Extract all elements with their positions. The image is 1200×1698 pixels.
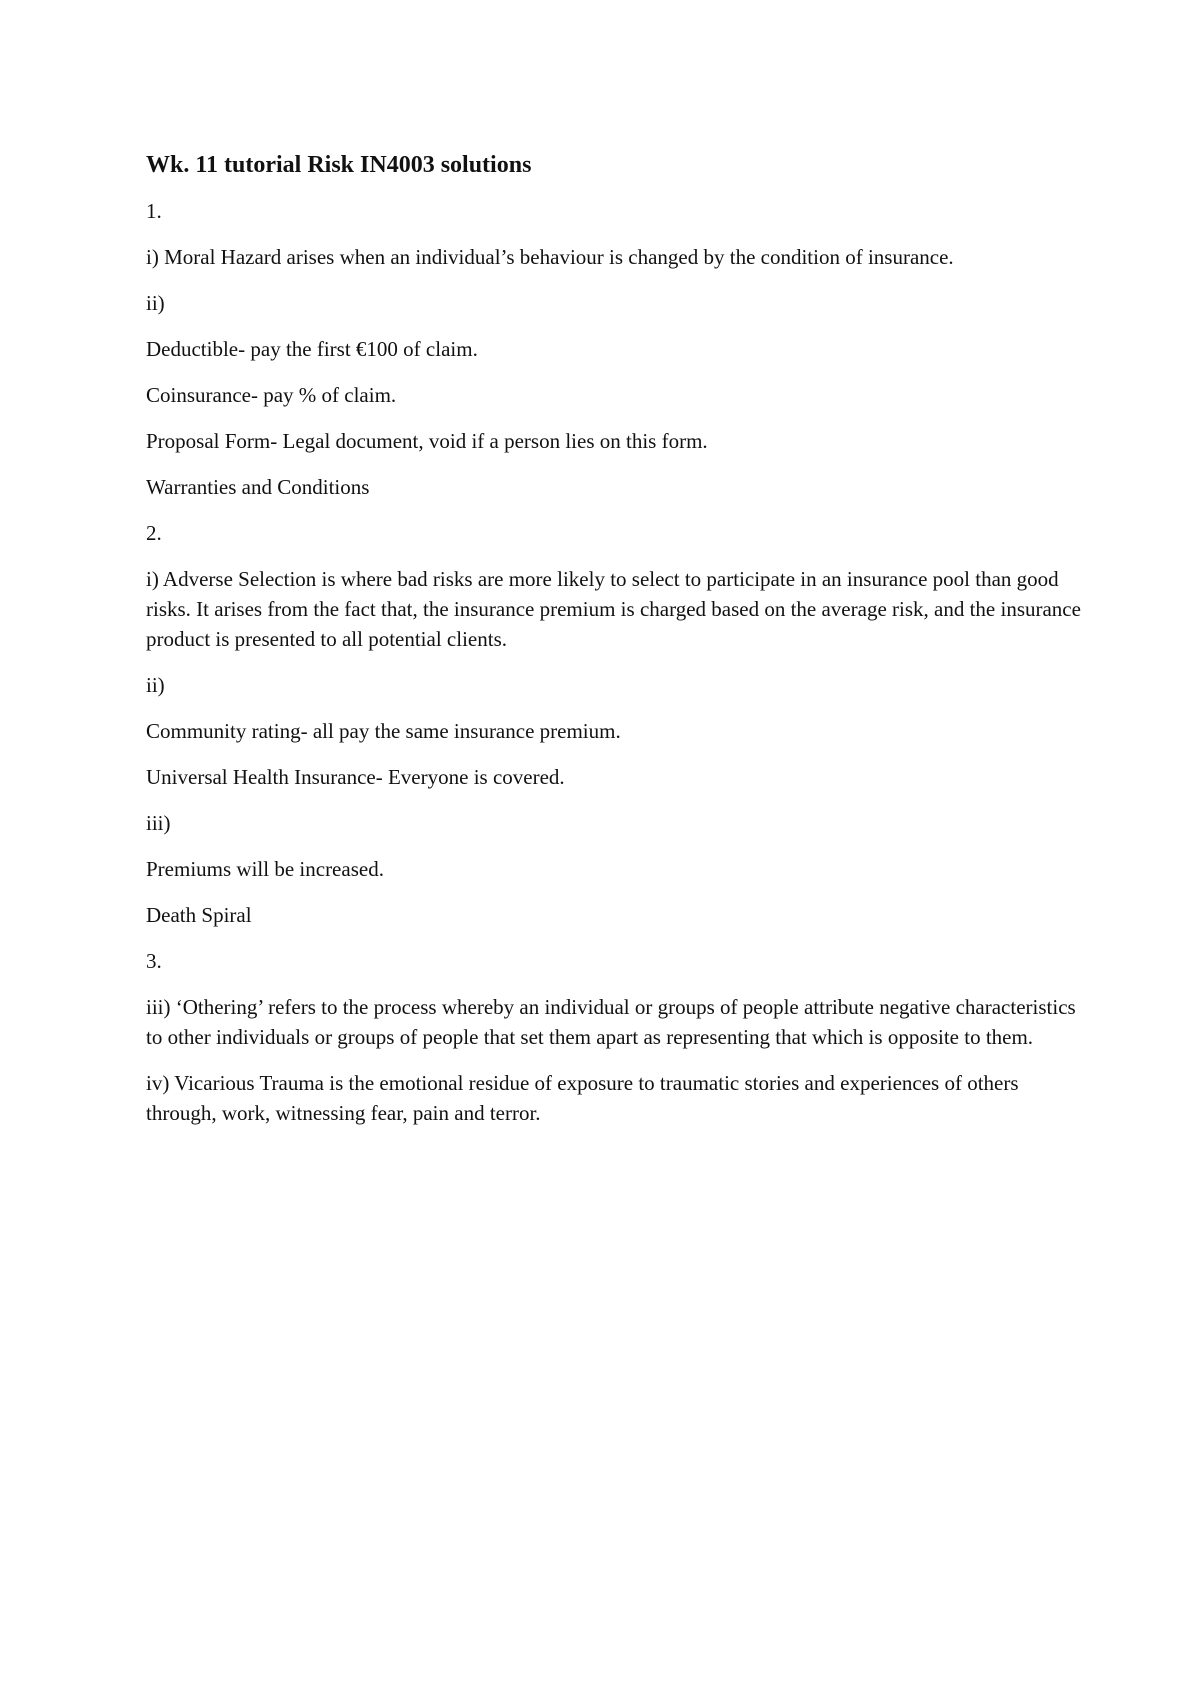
section-number-3: 3. — [146, 949, 162, 973]
subpart-label: ii) — [146, 673, 165, 697]
warranties-item: Warranties and Conditions — [146, 475, 370, 499]
universal-health-insurance-item: Universal Health Insurance- Everyone is covered. — [146, 765, 565, 789]
coinsurance-item: Coinsurance- pay % of claim. — [146, 383, 397, 407]
document-body — [146, 150, 1086, 1144]
subpart-label: iii) — [146, 811, 171, 835]
death-spiral-item: Death Spiral — [146, 903, 252, 927]
subpart-label: ii) — [146, 291, 165, 315]
othering-definition: iii) ‘Othering’ refers to the process whereby an individual or groups of people attribute negative characteristics to other individuals or groups of people that set them apart as representing that which is opposite to them. — [146, 995, 1076, 1049]
adverse-selection-definition: i) Adverse Selection is where bad risks are more likely to select to participate in an insurance pool than good risks. It arises from the fact that, the insurance premium is charged based on the average risk, and the insurance product is presented to all potential clients. — [146, 567, 1081, 651]
deductible-item: Deductible- pay the first €100 of claim. — [146, 337, 478, 361]
section-number-1: 1. — [146, 199, 162, 223]
proposal-form-item: Proposal Form- Legal document, void if a person lies on this form. — [146, 429, 708, 453]
community-rating-item: Community rating- all pay the same insurance premium. — [146, 719, 621, 743]
moral-hazard-definition: i) Moral Hazard arises when an individual’s behaviour is changed by the condition of insurance. — [146, 245, 954, 269]
section-number-2: 2. — [146, 521, 162, 545]
document-title: Wk. 11 tutorial Risk IN4003 solutions — [146, 152, 532, 178]
premiums-item: Premiums will be increased. — [146, 857, 384, 881]
vicarious-trauma-definition: iv) Vicarious Trauma is the emotional residue of exposure to traumatic stories and experiences of others through, work, witnessing fear, pain and terror. — [146, 1071, 1019, 1125]
